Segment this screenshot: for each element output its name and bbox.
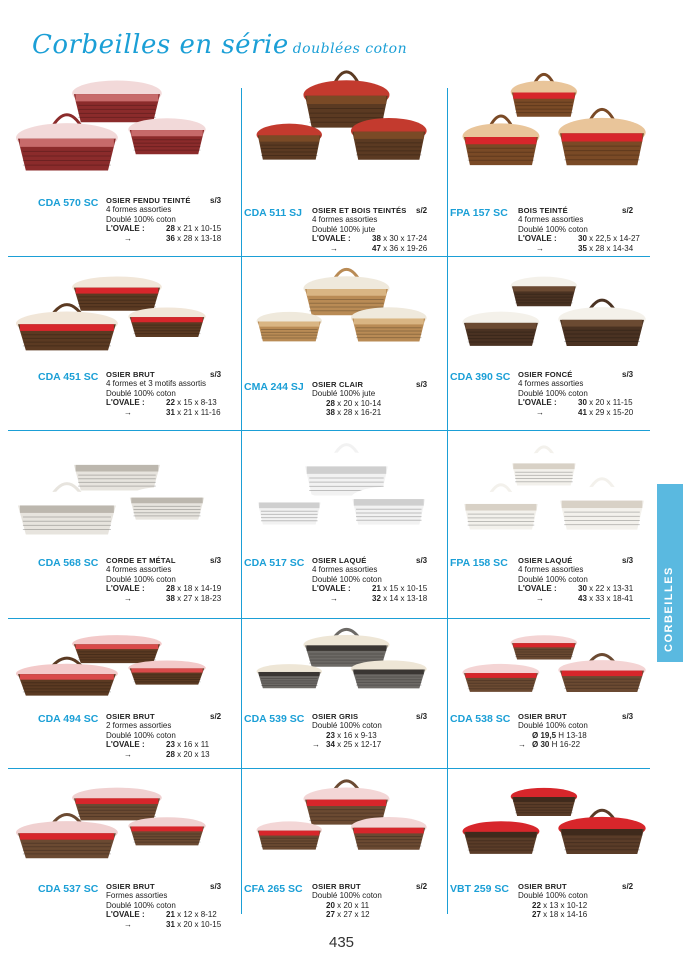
product-material: OSIER FONCÉ: [518, 370, 573, 379]
size-row: [312, 910, 430, 919]
size-row: [106, 594, 224, 603]
set-count: s/2: [622, 206, 634, 215]
size-rest: x 28 x 14-34: [589, 243, 634, 253]
size-rest: x 20 x 11: [337, 900, 370, 910]
size-row: [106, 224, 224, 233]
basket-shape: [511, 74, 577, 116]
product-code: FPA 158 SC: [450, 557, 508, 569]
basket-shape: [463, 821, 540, 854]
size-rest: x 27 x 18-23: [177, 593, 222, 603]
basket-shape: [128, 487, 205, 520]
product-code: CFA 265 SC: [244, 883, 303, 895]
size-primary: 41: [578, 407, 587, 417]
basket-icon: [246, 432, 443, 554]
product-description: [312, 882, 430, 920]
size-rest: x 14 x 13-18: [383, 593, 428, 603]
basket-shape: [257, 312, 322, 342]
basket-shape: [351, 487, 427, 525]
product-photo: [246, 58, 443, 192]
product-code: CDA 517 SC: [244, 557, 305, 569]
size-row: [518, 910, 636, 919]
size-row: [312, 901, 430, 910]
arrow-icon: →: [124, 749, 132, 759]
size-rest: x 12 x 8-12: [177, 910, 217, 920]
size-row: [518, 244, 636, 253]
row-divider: [8, 768, 650, 769]
sizes-label: L'OVALE :: [106, 740, 145, 750]
basket-shape: [511, 788, 577, 816]
size-rest: x 20 x 10-14: [337, 398, 382, 408]
basket-shape: [511, 277, 577, 307]
product-material: OSIER FENDU TEINTÉ: [106, 196, 191, 205]
size-rest: H 16-22: [551, 740, 581, 750]
product-detail: 4 formes assorties: [312, 565, 378, 575]
product-description: [312, 380, 430, 418]
arrow-icon: →: [124, 919, 132, 929]
set-count: s/2: [416, 206, 428, 215]
basket-shape: [257, 821, 322, 849]
arrow-icon: →: [536, 407, 544, 417]
product-detail: Doublé 100% coton: [106, 730, 176, 740]
product-detail: Doublé 100% jute: [312, 389, 376, 399]
basket-icon: [246, 770, 443, 875]
column-divider: [447, 88, 448, 914]
size-primary: 21: [166, 910, 175, 920]
side-tab-label: CORBEILLES: [663, 566, 675, 652]
size-row: [518, 408, 636, 417]
size-row: [518, 594, 636, 603]
product-code: FPA 157 SC: [450, 207, 508, 219]
product-photo: [452, 58, 652, 192]
set-count: s/2: [416, 882, 428, 891]
size-row: [106, 398, 224, 407]
size-primary: 23: [326, 730, 335, 740]
size-rest: x 36 x 19-26: [383, 243, 428, 253]
arrow-icon: →: [124, 233, 132, 243]
set-count: s/3: [416, 380, 428, 389]
size-primary: 32: [372, 593, 381, 603]
basket-shape: [463, 116, 540, 165]
product-detail: Doublé 100% coton: [518, 891, 588, 901]
size-rest: x 13 x 10-12: [543, 900, 588, 910]
product-material: OSIER LAQUÉ: [518, 556, 573, 565]
size-primary: 31: [166, 919, 175, 929]
basket-shape: [257, 492, 322, 525]
basket-icon: [452, 770, 652, 875]
arrow-icon: →: [330, 593, 338, 603]
size-rest: x 22,5 x 14-27: [589, 234, 640, 244]
size-primary: 34: [326, 740, 335, 750]
product-code: CDA 390 SC: [450, 371, 511, 383]
size-row: [312, 594, 430, 603]
basket-shape: [128, 118, 205, 154]
page-number: 435: [328, 934, 355, 951]
product-material: OSIER BRUT: [312, 882, 361, 891]
size-rest: x 33 x 18-41: [589, 593, 634, 603]
size-primary: 30: [578, 234, 587, 244]
size-primary: Ø 30: [532, 740, 550, 750]
row-divider: [8, 618, 650, 619]
product-description: [518, 882, 636, 920]
size-row: [518, 584, 636, 593]
product-detail: Doublé 100% coton: [518, 721, 588, 731]
product-detail: 4 formes assorties: [106, 565, 172, 575]
size-primary: 28: [166, 224, 175, 234]
size-row: [106, 920, 224, 929]
product-detail: Doublé 100% coton: [312, 574, 382, 584]
product-detail: Doublé 100% coton: [106, 388, 176, 398]
product-detail: Doublé 100% coton: [518, 388, 588, 398]
product-description: [312, 556, 430, 603]
product-material: OSIER BRUT: [106, 370, 155, 379]
size-primary: Ø 19,5: [532, 730, 557, 740]
size-primary: 30: [578, 398, 587, 408]
product-description: [106, 370, 224, 417]
size-primary: 38: [372, 234, 381, 244]
size-row: [518, 731, 636, 740]
product-code: CDA 451 SC: [38, 371, 99, 383]
size-primary: 27: [326, 910, 335, 920]
basket-shape: [558, 300, 645, 346]
basket-shape: [463, 312, 540, 346]
product-detail: Doublé 100% coton: [312, 891, 382, 901]
product-description: [312, 206, 430, 253]
size-primary: 31: [166, 407, 175, 417]
basket-shape: [558, 655, 645, 692]
size-rest: x 27 x 12: [337, 910, 370, 920]
size-rest: x 16 x 11: [177, 740, 210, 750]
basket-shape: [351, 307, 427, 341]
title-main: Corbeilles en série: [32, 30, 289, 60]
basket-shape: [511, 635, 577, 659]
size-row: [106, 584, 224, 593]
product-material: OSIER BRUT: [518, 882, 567, 891]
basket-shape: [558, 109, 645, 165]
size-rest: x 25 x 12-17: [337, 740, 382, 750]
basket-shape: [558, 479, 645, 530]
size-rest: x 22 x 13-31: [589, 584, 634, 594]
basket-icon: [452, 620, 652, 710]
size-primary: 22: [166, 398, 175, 408]
size-primary: 43: [578, 593, 587, 603]
product-detail: 4 formes assorties: [518, 379, 584, 389]
size-primary: 38: [326, 408, 335, 418]
size-rest: x 21 x 11-16: [177, 407, 221, 417]
basket-shape: [72, 452, 162, 490]
size-primary: 23: [166, 740, 175, 750]
product-material: OSIER BRUT: [518, 712, 567, 721]
basket-shape: [16, 484, 118, 535]
product-photo: [4, 258, 237, 368]
product-code: CMA 244 SJ: [244, 381, 304, 393]
size-rest: x 20 x 10-15: [177, 919, 222, 929]
product-material: OSIER BRUT: [106, 882, 155, 891]
sizes-label: L'OVALE :: [312, 584, 351, 594]
size-row: [312, 731, 430, 740]
size-row: [106, 910, 224, 919]
basket-shape: [351, 660, 427, 688]
product-detail: 2 formes assorties: [106, 721, 172, 731]
size-rest: x 28 x 16-21: [337, 408, 382, 418]
product-code: CDA 539 SC: [244, 713, 305, 725]
product-detail: Doublé 100% coton: [106, 214, 176, 224]
basket-icon: [4, 58, 237, 192]
sizes-label: L'OVALE :: [518, 584, 557, 594]
product-photo: [246, 432, 443, 554]
size-rest: x 20 x 13: [177, 749, 210, 759]
product-detail: 4 formes assorties: [106, 205, 172, 215]
basket-shape: [72, 788, 162, 821]
product-code: CDA 568 SC: [38, 557, 99, 569]
product-photo: [452, 770, 652, 875]
sizes-label: L'OVALE :: [518, 234, 557, 244]
basket-shape: [72, 635, 162, 663]
product-photo: [4, 620, 237, 710]
set-count: s/3: [622, 556, 634, 565]
basket-shape: [128, 307, 205, 337]
product-photo: [246, 770, 443, 875]
product-photo: [4, 770, 237, 875]
size-primary: 28: [326, 398, 335, 408]
basket-icon: [4, 770, 237, 875]
sizes-label: L'OVALE :: [106, 910, 145, 920]
set-count: s/3: [622, 370, 634, 379]
product-detail: Doublé 100% coton: [106, 900, 176, 910]
product-detail: Doublé 100% jute: [312, 224, 376, 234]
product-photo: [452, 258, 652, 368]
product-material: CORDE ET MÉTAL: [106, 556, 176, 565]
column-divider: [241, 88, 242, 914]
size-row: [312, 584, 430, 593]
set-count: s/3: [210, 196, 222, 205]
size-primary: 20: [326, 900, 335, 910]
size-row: [312, 408, 430, 417]
product-photo: [246, 620, 443, 710]
basket-shape: [16, 814, 118, 858]
size-rest: x 20 x 11-15: [589, 398, 633, 408]
product-detail: Formes assorties: [106, 891, 168, 901]
set-count: s/3: [416, 556, 428, 565]
basket-shape: [463, 485, 540, 530]
size-row: [518, 901, 636, 910]
sizes-label: L'OVALE :: [106, 224, 145, 234]
size-rest: x 15 x 8-13: [177, 398, 217, 408]
product-detail: Doublé 100% coton: [518, 574, 588, 584]
side-tab: [657, 484, 683, 662]
size-rest: x 21 x 10-15: [177, 224, 222, 234]
basket-icon: [4, 432, 237, 554]
product-description: [518, 206, 640, 253]
product-description: [312, 712, 430, 750]
product-description: [106, 712, 224, 759]
size-rest: x 15 x 10-15: [383, 584, 428, 594]
basket-shape: [511, 447, 577, 486]
size-row: [312, 399, 430, 408]
indent: →: [312, 740, 320, 750]
basket-icon: [246, 620, 443, 710]
product-detail: 4 formes et 3 motifs assortis: [106, 379, 207, 389]
basket-shape: [128, 817, 205, 845]
set-count: s/3: [416, 712, 428, 721]
basket-icon: [452, 58, 652, 192]
product-material: OSIER BRUT: [106, 712, 155, 721]
basket-icon: [452, 258, 652, 368]
title-sub: doublées coton: [292, 41, 408, 57]
product-code: CDA 570 SC: [38, 197, 99, 209]
product-photo: [452, 620, 652, 710]
product-detail: Doublé 100% coton: [312, 721, 382, 731]
size-rest: x 18 x 14-19: [177, 584, 222, 594]
product-material: OSIER ET BOIS TEINTÉS: [312, 206, 407, 215]
basket-icon: [452, 432, 652, 554]
size-rest: x 18 x 14-16: [543, 910, 588, 920]
basket-shape: [463, 664, 540, 692]
basket-shape: [16, 115, 118, 171]
page-title: [32, 30, 407, 60]
basket-shape: [16, 305, 118, 351]
product-material: OSIER CLAIR: [312, 380, 364, 389]
product-description: [106, 882, 224, 929]
set-count: s/3: [210, 556, 222, 565]
product-photo: [452, 432, 652, 554]
set-count: s/3: [210, 882, 222, 891]
arrow-icon: →: [330, 243, 338, 253]
basket-shape: [16, 658, 118, 695]
product-detail: 4 formes assorties: [518, 215, 584, 225]
set-count: s/2: [622, 882, 634, 891]
size-rest: H 13-18: [558, 730, 587, 740]
sizes-label: L'OVALE :: [312, 234, 351, 244]
size-row: [518, 234, 640, 244]
basket-shape: [257, 664, 322, 688]
basket-icon: [246, 258, 443, 368]
size-primary: 30: [578, 584, 587, 594]
size-row: [106, 750, 224, 759]
product-detail: 4 formes assorties: [518, 565, 584, 575]
arrow-icon: →: [536, 243, 544, 253]
product-code: VBT 259 SC: [450, 883, 509, 895]
basket-shape: [128, 660, 205, 684]
arrow-icon: →: [124, 407, 132, 417]
set-count: s/2: [210, 712, 222, 721]
basket-shape: [72, 276, 162, 310]
product-detail: 4 formes assorties: [312, 215, 378, 225]
set-count: s/3: [210, 370, 222, 379]
size-rest: x 16 x 9-13: [337, 730, 377, 740]
basket-shape: [558, 810, 645, 854]
set-count: s/3: [622, 712, 634, 721]
basket-icon: [246, 58, 443, 192]
size-row: [312, 244, 430, 253]
basket-shape: [257, 124, 322, 160]
size-primary: 38: [166, 593, 175, 603]
product-code: CDA 537 SC: [38, 883, 99, 895]
product-detail: Doublé 100% coton: [518, 224, 588, 234]
row-divider: [8, 256, 650, 257]
product-material: OSIER LAQUÉ: [312, 556, 367, 565]
product-code: CDA 538 SC: [450, 713, 511, 725]
sizes-label: L'OVALE :: [106, 584, 145, 594]
size-rest: x 29 x 15-20: [589, 407, 634, 417]
basket-shape: [351, 817, 427, 850]
size-row: [312, 740, 430, 749]
size-row: [518, 398, 636, 407]
size-primary: 22: [532, 900, 541, 910]
basket-icon: [4, 258, 237, 368]
size-row: [312, 234, 430, 243]
sizes-label: L'OVALE :: [518, 398, 557, 408]
indent: →: [518, 740, 526, 750]
basket-shape: [72, 81, 162, 123]
size-primary: 35: [578, 243, 587, 253]
product-description: [518, 370, 636, 417]
size-primary: 28: [166, 584, 175, 594]
size-primary: 28: [166, 749, 175, 759]
product-detail: Doublé 100% coton: [106, 574, 176, 584]
arrow-icon: →: [536, 593, 544, 603]
product-description: [518, 712, 636, 750]
product-material: BOIS TEINTÉ: [518, 206, 568, 215]
basket-icon: [4, 620, 237, 710]
product-code: CDA 494 SC: [38, 713, 99, 725]
arrow-icon: →: [124, 593, 132, 603]
size-primary: 21: [372, 584, 381, 594]
sizes-label: L'OVALE :: [106, 398, 145, 408]
size-primary: 36: [166, 233, 175, 243]
size-rest: x 30 x 17-24: [383, 234, 428, 244]
size-primary: 47: [372, 243, 381, 253]
product-description: [106, 556, 224, 603]
product-material: OSIER GRIS: [312, 712, 359, 721]
size-rest: x 28 x 13-18: [177, 233, 222, 243]
product-photo: [246, 258, 443, 368]
row-divider: [8, 430, 650, 431]
size-row: [518, 740, 636, 749]
product-code: CDA 511 SJ: [244, 207, 302, 219]
product-description: [106, 196, 224, 243]
size-row: [106, 234, 224, 243]
product-photo: [4, 432, 237, 554]
basket-shape: [351, 118, 427, 160]
product-description: [518, 556, 636, 603]
product-photo: [4, 58, 237, 192]
size-row: [106, 408, 224, 417]
size-primary: 27: [532, 910, 541, 920]
size-row: [106, 740, 224, 749]
